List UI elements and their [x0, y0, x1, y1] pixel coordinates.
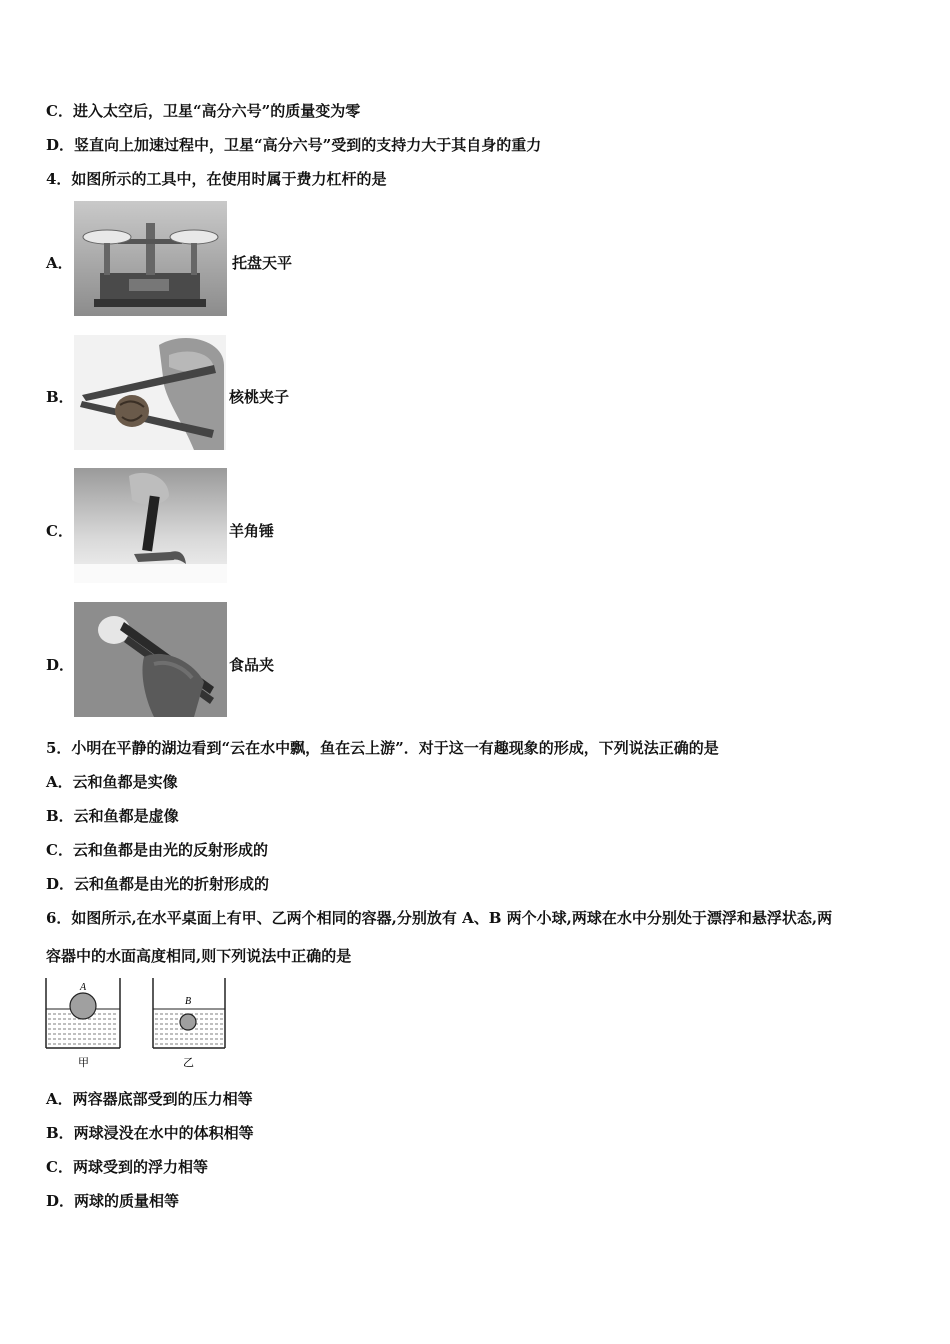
q4-option-d-caption: 食品夹 [229, 656, 275, 674]
q4-option-b-letter: B． [46, 388, 74, 406]
q3-option-c: C．进入太空后，卫星“高分六号”的质量变为零 [46, 102, 361, 120]
q4-option-a-letter: A． [46, 254, 73, 272]
q5-option-d: D．云和鱼都是由光的折射形成的 [46, 875, 270, 893]
q4-option-a-caption: 托盘天平 [232, 254, 293, 272]
label-jia: 甲 [78, 1056, 89, 1069]
q4-option-b-caption: 核桃夹子 [229, 388, 290, 406]
q5-stem: 5．小明在平静的湖边看到“云在水中飘，鱼在云上游”．对于这一有趣现象的形成，下列说法正确的是 [46, 739, 719, 757]
ball-a-label: A [80, 982, 87, 993]
q4-option-c-letter: C． [46, 522, 73, 540]
q6-option-d: D．两球的质量相等 [46, 1192, 180, 1210]
q5-option-a: A．云和鱼都是实像 [46, 773, 178, 791]
label-yi: 乙 [183, 1056, 194, 1069]
food-tongs-image [74, 602, 227, 717]
q4-stem: 4．如图所示的工具中，在使用时属于费力杠杆的是 [46, 170, 387, 188]
q4-option-c-caption: 羊角锤 [229, 522, 275, 540]
q6-option-b: B．两球浸没在水中的体积相等 [46, 1124, 254, 1142]
nutcracker-image [74, 335, 226, 450]
ball-b [180, 1014, 196, 1030]
balance-scale-image [74, 201, 227, 316]
q5-option-c: C．云和鱼都是由光的反射形成的 [46, 841, 268, 859]
ball-a [70, 993, 96, 1019]
q6-stem-line1: 6．如图所示,在水平桌面上有甲、乙两个相同的容器,分别放有 A、B 两个小球,两球在水中分别处于漂浮和悬浮状态,两 [46, 909, 833, 927]
claw-hammer-image [74, 468, 227, 583]
q6-option-a: A．两容器底部受到的压力相等 [46, 1090, 253, 1108]
q3-option-d: D．竖直向上加速过程中，卫星“高分六号”受到的支持力大于其自身的重力 [46, 136, 542, 154]
q6-stem-line2: 容器中的水面高度相同,则下列说法中正确的是 [46, 947, 352, 965]
container-yi [153, 978, 225, 1048]
containers-figure [40, 972, 240, 1072]
q5-option-b: B．云和鱼都是虚像 [46, 807, 179, 825]
ball-b-label: B [185, 996, 192, 1007]
q6-option-c: C．两球受到的浮力相等 [46, 1158, 208, 1176]
q4-option-d-letter: D． [46, 656, 75, 674]
